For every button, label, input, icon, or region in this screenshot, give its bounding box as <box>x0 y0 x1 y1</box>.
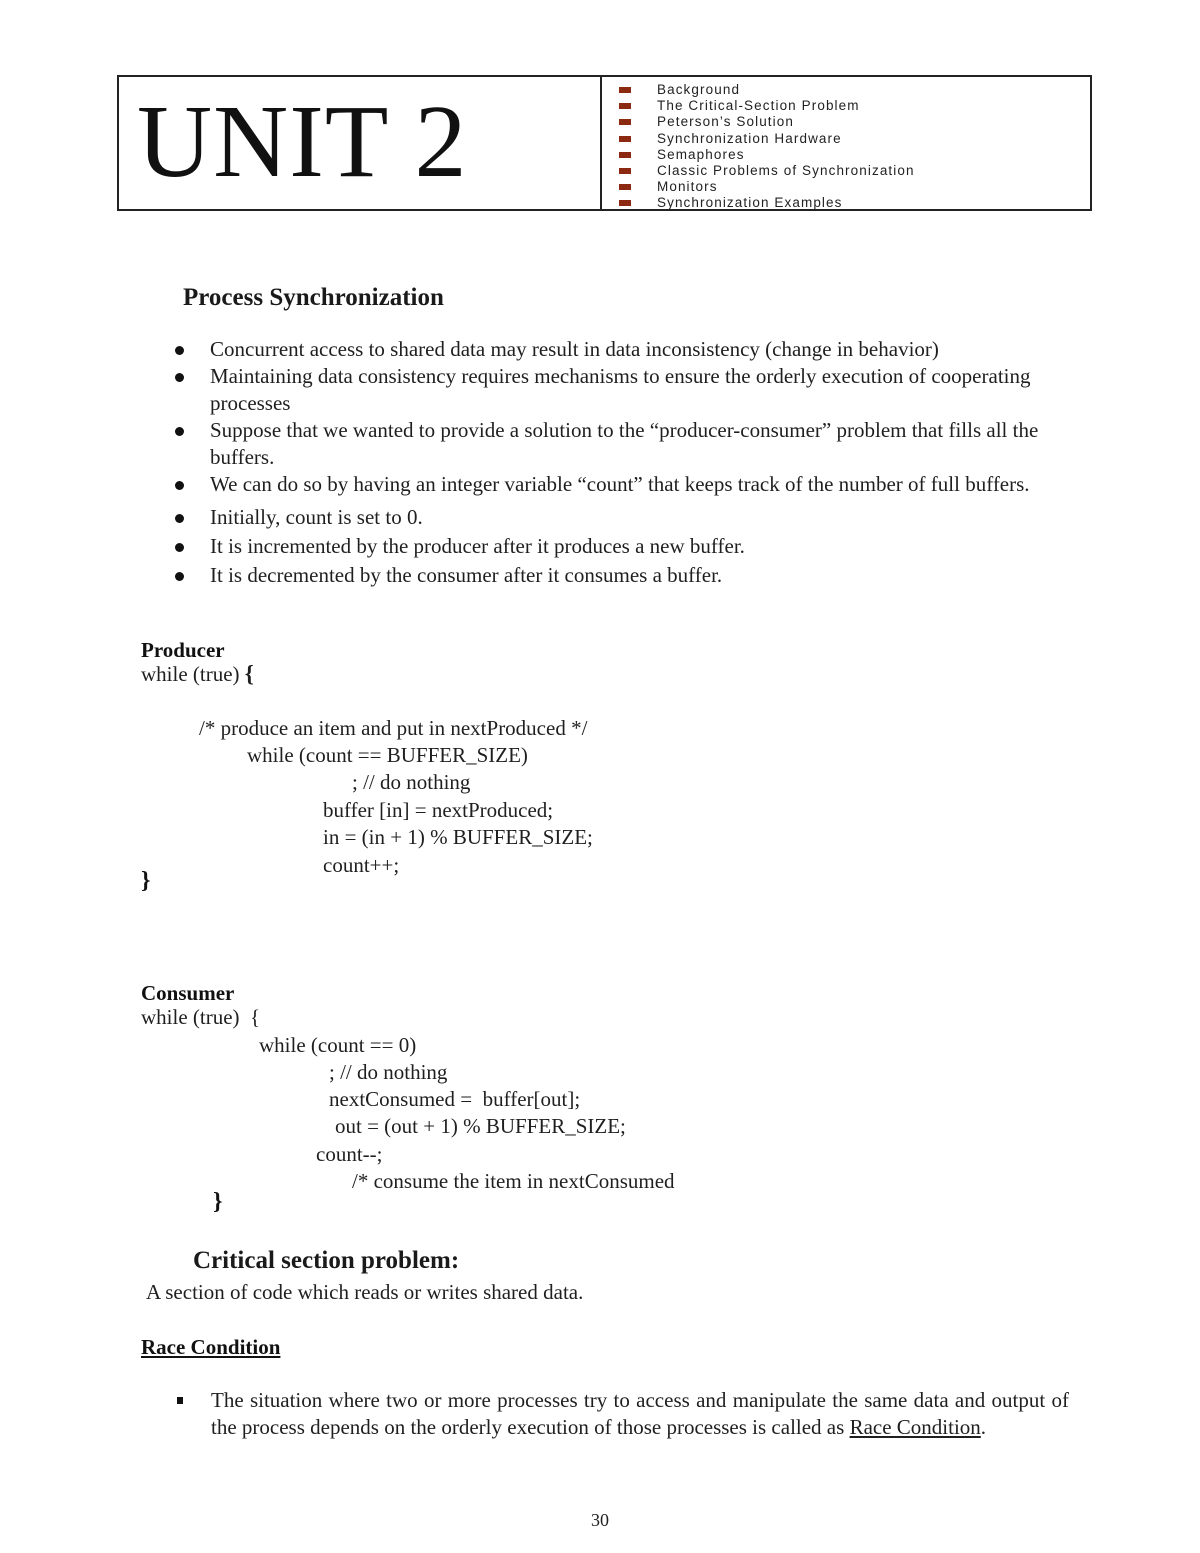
bullet-dot-icon <box>175 481 184 490</box>
square-bullet-icon <box>177 1397 183 1404</box>
bullet-dot-icon <box>175 543 184 552</box>
code-line: count--; <box>316 1142 383 1166</box>
consumer-while-line: while (true) { <box>141 1005 261 1029</box>
code-line: nextConsumed = buffer[out]; <box>329 1087 581 1111</box>
square-bullet-icon <box>619 152 631 158</box>
list-item: Concurrent access to shared data may result in data inconsistency (change in behavior) <box>210 336 1070 363</box>
list-item: It is incremented by the producer after it produces a new buffer. <box>210 533 1070 560</box>
bullet-dot-icon <box>175 427 184 436</box>
consumer-close-brace: } <box>213 1189 223 1215</box>
consumer-label: Consumer <box>141 981 235 1005</box>
square-bullet-icon <box>619 184 631 190</box>
code-line: while (count == BUFFER_SIZE) <box>247 743 528 767</box>
code-line: in = (in + 1) % BUFFER_SIZE; <box>323 825 593 849</box>
square-bullet-icon <box>619 200 631 206</box>
producer-while-line: while (true) { <box>141 661 254 686</box>
square-bullet-icon <box>619 136 631 142</box>
page-number: 30 <box>591 1510 609 1530</box>
code-line: out = (out + 1) % BUFFER_SIZE; <box>335 1114 626 1138</box>
topic-list <box>619 82 915 212</box>
topic-item: Synchronization Hardware <box>619 131 915 147</box>
topic-item: Monitors <box>619 179 915 195</box>
square-bullet-icon <box>619 119 631 125</box>
topic-item: Semaphores <box>619 147 915 163</box>
race-condition-heading: Race Condition <box>141 1335 281 1359</box>
topic-item: Synchronization Examples <box>619 195 915 211</box>
topic-item: Classic Problems of Synchronization <box>619 163 915 179</box>
list-item: Suppose that we wanted to provide a solution to the “producer-consumer” problem that fills all the buffers. <box>210 417 1070 471</box>
topic-item: Background <box>619 82 915 98</box>
square-bullet-icon <box>619 168 631 174</box>
list-item: Maintaining data consistency requires mechanisms to ensure the orderly execution of cooperating processes <box>210 363 1070 417</box>
producer-label: Producer <box>141 638 225 662</box>
code-line: /* consume the item in nextConsumed <box>352 1169 675 1193</box>
code-line: ; // do nothing <box>329 1060 448 1084</box>
section-heading-critical-section: Critical section problem: <box>193 1247 460 1274</box>
list-item: It is decremented by the consumer after it consumes a buffer. <box>210 562 1070 589</box>
code-line: /* produce an item and put in nextProduced */ <box>199 716 588 740</box>
race-condition-paragraph: The situation where two or more processes try to access and manipulate the same data and output of the process depends on the orderly execution of those processes is called as Race Condition. <box>211 1388 1069 1439</box>
bullet-dot-icon <box>175 373 184 382</box>
bullet-dot-icon <box>175 572 184 581</box>
critical-section-definition: A section of code which reads or writes shared data. <box>146 1280 584 1304</box>
code-line: ; // do nothing <box>352 770 471 794</box>
header-divider <box>600 77 602 209</box>
list-item: We can do so by having an integer variable “count” that keeps track of the number of full buffers. <box>210 471 1070 498</box>
bullet-list <box>210 336 1070 589</box>
list-item: Initially, count is set to 0. <box>210 504 1070 531</box>
unit-title: UNIT 2 <box>137 84 468 199</box>
code-line: while (count == 0) <box>259 1033 417 1057</box>
square-bullet-icon <box>619 87 631 93</box>
unit-header <box>117 75 1092 211</box>
code-line: count++; <box>323 853 400 877</box>
square-bullet-icon <box>619 103 631 109</box>
topic-item: Peterson’s Solution <box>619 114 915 130</box>
topic-item: The Critical-Section Problem <box>619 98 915 114</box>
section-heading-process-synchronization: Process Synchronization <box>183 284 444 311</box>
producer-close-brace: } <box>141 868 151 894</box>
bullet-dot-icon <box>175 514 184 523</box>
bullet-dot-icon <box>175 346 184 355</box>
code-line: buffer [in] = nextProduced; <box>323 798 554 822</box>
